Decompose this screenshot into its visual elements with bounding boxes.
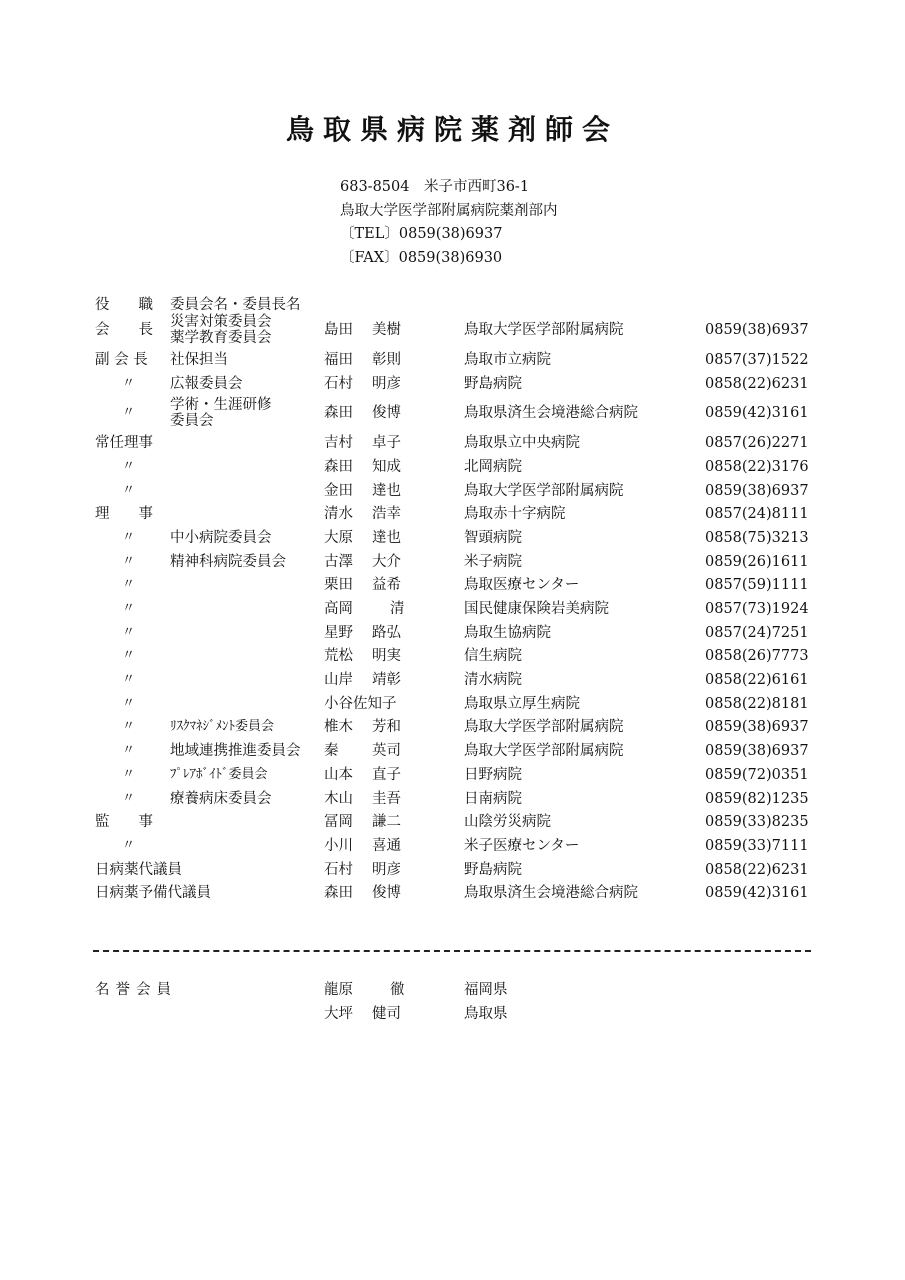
role-label: 理 事: [95, 506, 153, 523]
given-name: 知成: [372, 458, 401, 475]
committee-name: [170, 743, 301, 759]
given-name: 靖彰: [372, 672, 401, 689]
ditto-mark: 〃: [122, 743, 136, 759]
family-name: 石村: [324, 375, 353, 392]
address-block: [340, 176, 558, 270]
ditto-mark: 〃: [122, 577, 136, 593]
phone-number: 0857(24)7251: [705, 624, 809, 641]
table-row: [0, 810, 905, 834]
given-name: 卓子: [372, 435, 401, 452]
table-row: [0, 455, 905, 479]
ditto-mark: 〃: [122, 458, 136, 474]
family-name: 金田: [324, 482, 353, 499]
hospital-name: 鳥取医療センター: [464, 577, 580, 594]
prefecture: 鳥取県: [464, 1006, 508, 1022]
family-name: 栗田: [324, 577, 353, 594]
family-name: 石村: [324, 861, 353, 878]
table-row: [0, 834, 905, 858]
given-name: 健司: [372, 1006, 401, 1022]
hospital-name: 日野病院: [464, 766, 522, 783]
phone-number: 0858(22)6231: [705, 861, 809, 878]
person-name: [324, 672, 414, 688]
ditto-mark: 〃: [122, 695, 136, 711]
person-name: [324, 530, 414, 546]
given-name: 芳和: [372, 719, 401, 736]
phone-number: 0858(22)6161: [705, 672, 809, 689]
phone-number: 0859(42)3161: [705, 405, 809, 422]
table-row: [0, 858, 905, 882]
phone-number: 0859(33)8235: [705, 814, 809, 831]
family-name: 小川: [324, 837, 353, 854]
person-name: [324, 791, 414, 807]
ditto-mark: 〃: [122, 624, 136, 640]
family-name: 森田: [324, 405, 353, 422]
list-item: [0, 1002, 905, 1026]
ditto-mark: 〃: [122, 553, 136, 569]
fax-number: 〔FAX〕0859(38)6930: [340, 249, 503, 266]
person-name: [324, 506, 414, 522]
person-name: [324, 376, 414, 392]
hospital-name: 山陰労災病院: [464, 814, 551, 831]
given-name: 大介: [372, 553, 401, 570]
table-row: [0, 621, 905, 645]
family-name: 秦: [324, 743, 339, 760]
committee-line: 地域連携推進委員会: [170, 743, 301, 760]
table-row: [0, 668, 905, 692]
committee-line: ﾘｽｸﾏﾈｼﾞﾒﾝﾄ委員会: [170, 719, 275, 735]
person-name: [324, 483, 414, 499]
ditto-mark: 〃: [122, 719, 136, 735]
hospital-name: 米子医療センター: [464, 837, 580, 854]
person-name: [324, 1006, 414, 1022]
given-name: 明彦: [372, 861, 401, 878]
ditto-mark: 〃: [122, 601, 136, 617]
family-name: 吉村: [324, 435, 353, 452]
list-item: [0, 978, 905, 1002]
committee-name: [170, 530, 272, 546]
phone-number: 0859(82)1235: [705, 790, 809, 807]
hospital-name: 清水病院: [464, 672, 522, 689]
hospital-name: 鳥取生協病院: [464, 624, 551, 641]
committee-name: [170, 719, 274, 735]
honorary-members: [0, 978, 905, 1026]
hospital-name: 鳥取赤十字病院: [464, 506, 566, 523]
family-name: 清水: [324, 506, 353, 523]
table-row: [0, 348, 905, 372]
phone-number: 0859(38)6937: [705, 322, 809, 338]
family-name: 島田: [324, 322, 353, 338]
ditto-mark: 〃: [122, 837, 136, 853]
person-name: [324, 696, 414, 712]
phone-number: 0859(38)6937: [705, 719, 809, 736]
given-name: 英司: [372, 743, 401, 760]
role-label: 副 会 長: [95, 351, 148, 368]
person-name: [324, 743, 414, 759]
person-name: [324, 648, 414, 664]
person-name: [324, 435, 414, 451]
committee-name: [170, 397, 272, 429]
phone-number: 0857(26)2271: [705, 435, 809, 452]
committee-line: ﾌﾟﾚｱﾎﾞｲﾄﾞ委員会: [170, 766, 268, 782]
given-name: 圭吾: [372, 790, 401, 807]
hospital-name: 野島病院: [464, 375, 522, 392]
table-row: [0, 787, 905, 811]
committee-line: 広報委員会: [170, 375, 243, 392]
dashed-divider: [93, 950, 811, 952]
family-name: 古澤: [324, 553, 353, 570]
given-name: 明彦: [372, 375, 401, 392]
family-name: 大原: [324, 529, 353, 546]
phone-number: 0859(38)6937: [705, 482, 809, 499]
person-name: [324, 767, 414, 783]
given-name: 達也: [372, 529, 401, 546]
hospital-name: 鳥取市立病院: [464, 351, 551, 368]
ditto-mark: 〃: [122, 375, 136, 391]
table-row: [0, 312, 905, 348]
ditto-mark: 〃: [122, 790, 136, 806]
table-row: [0, 526, 905, 550]
role-label: 日病薬予備代議員: [95, 885, 211, 902]
phone-number: 0857(24)8111: [705, 506, 809, 523]
phone-number: 0859(38)6937: [705, 743, 809, 760]
person-name: [324, 625, 414, 641]
hospital-name: 鳥取大学医学部附属病院: [464, 322, 624, 338]
hospital-name: 鳥取大学医学部附属病院: [464, 743, 624, 760]
given-name: 直子: [372, 766, 401, 783]
role-label: 監 事: [95, 814, 153, 831]
ditto-mark: 〃: [122, 672, 136, 688]
table-row: [0, 597, 905, 621]
person-name: [324, 862, 414, 878]
person-name: [324, 554, 414, 570]
column-header-role: 役 職: [95, 297, 153, 313]
family-name: 山本: [324, 766, 353, 783]
person-name: [324, 601, 414, 617]
hospital-name: 鳥取県済生会境港総合病院: [464, 885, 638, 902]
family-name: 椎木: [324, 719, 353, 736]
officer-table: [0, 312, 905, 905]
committee-line: 療養病床委員会: [170, 790, 272, 807]
table-row: [0, 479, 905, 503]
hospital-name: 野島病院: [464, 861, 522, 878]
phone-number: 0858(22)8181: [705, 695, 809, 712]
family-name: 高岡: [324, 601, 353, 618]
committee-name: [170, 314, 272, 346]
family-name: 木山: [324, 790, 353, 807]
hospital-name: 智頭病院: [464, 529, 522, 546]
table-row: [0, 372, 905, 396]
person-name: [324, 405, 414, 421]
given-name: 美樹: [372, 322, 401, 338]
family-name: 大坪: [324, 1006, 353, 1022]
given-name: 俊博: [372, 405, 401, 422]
honorary-title: 名誉会員: [95, 982, 177, 998]
table-row: [0, 692, 905, 716]
hospital-name: 鳥取県済生会境港総合病院: [464, 405, 638, 422]
tel-number: 〔TEL〕0859(38)6937: [340, 226, 503, 242]
hospital-name: 日南病院: [464, 790, 522, 807]
table-row: [0, 502, 905, 526]
ditto-mark: 〃: [122, 529, 136, 545]
phone-number: 0859(33)7111: [705, 837, 809, 854]
given-name: 俊博: [372, 885, 401, 902]
prefecture: 福岡県: [464, 982, 508, 998]
column-header-committee: 委員会名・委員長名: [170, 297, 301, 313]
committee-name: [170, 791, 272, 807]
full-name: 小谷佐知子: [324, 695, 397, 712]
phone-number: 0858(22)6231: [705, 375, 809, 392]
committee-name: [170, 376, 243, 392]
committee-line: 災害対策委員会: [170, 314, 272, 330]
phone-number: 0859(42)3161: [705, 885, 809, 902]
ditto-mark: 〃: [122, 766, 136, 782]
phone-number: 0858(75)3213: [705, 529, 809, 546]
role-label: 常任理事: [95, 435, 153, 452]
person-name: [324, 577, 414, 593]
given-name: 清: [390, 601, 405, 618]
ditto-mark: 〃: [122, 482, 136, 498]
person-name: [324, 352, 414, 368]
given-name: 謙二: [372, 814, 401, 831]
given-name: 路弘: [372, 624, 401, 641]
family-name: 森田: [324, 458, 353, 475]
table-row: [0, 645, 905, 669]
phone-number: 0859(72)0351: [705, 766, 809, 783]
page-title: 鳥取県病院薬剤師会: [285, 113, 619, 146]
person-name: [324, 322, 414, 338]
hospital-name: 鳥取大学医学部附属病院: [464, 482, 624, 499]
phone-number: 0857(37)1522: [705, 351, 809, 368]
ditto-mark: 〃: [122, 648, 136, 664]
phone-number: 0857(73)1924: [705, 601, 809, 618]
table-row: [0, 881, 905, 905]
hospital-name: 鳥取大学医学部附属病院: [464, 719, 624, 736]
given-name: 彰則: [372, 351, 401, 368]
phone-number: 0858(22)3176: [705, 458, 809, 475]
table-row: [0, 550, 905, 574]
person-name: [324, 982, 414, 998]
family-name: 龍原: [324, 982, 353, 998]
table-row: [0, 431, 905, 455]
family-name: 森田: [324, 885, 353, 902]
phone-number: 0859(26)1611: [705, 553, 809, 570]
person-name: [324, 814, 414, 830]
committee-line: 学術・生涯研修: [170, 397, 272, 414]
given-name: 徹: [390, 982, 405, 998]
person-name: [324, 719, 414, 735]
table-row: [0, 716, 905, 740]
given-name: 達也: [372, 482, 401, 499]
ditto-mark: 〃: [122, 405, 136, 421]
committee-line: 薬学教育委員会: [170, 330, 272, 346]
given-name: 益希: [372, 577, 401, 594]
committee-line: 社保担当: [170, 351, 228, 368]
family-name: 星野: [324, 624, 353, 641]
committee-line: 精神科病院委員会: [170, 553, 286, 570]
family-name: 福田: [324, 351, 353, 368]
committee-line: 委員会: [170, 413, 214, 430]
role-label: 会 長: [95, 322, 153, 338]
family-name: 冨岡: [324, 814, 353, 831]
hospital-name: 国民健康保険岩美病院: [464, 601, 609, 618]
given-name: 喜通: [372, 837, 401, 854]
phone-number: 0858(26)7773: [705, 648, 809, 665]
committee-line: 中小病院委員会: [170, 529, 272, 546]
postal-address: 683-8504 米子市西町36-1: [340, 179, 530, 195]
role-label: 日病薬代議員: [95, 861, 182, 878]
hospital-name: 米子病院: [464, 553, 522, 570]
table-row: [0, 763, 905, 787]
hospital-name: 信生病院: [464, 648, 522, 665]
person-name: [324, 838, 414, 854]
committee-name: [170, 352, 228, 368]
family-name: 荒松: [324, 648, 353, 665]
hospital-name: 鳥取県立厚生病院: [464, 695, 580, 712]
person-name: [324, 885, 414, 901]
committee-name: [170, 767, 268, 783]
person-name: [324, 459, 414, 475]
hospital-name: 北岡病院: [464, 458, 522, 475]
given-name: 明実: [372, 648, 401, 665]
table-row: [0, 739, 905, 763]
committee-name: [170, 554, 286, 570]
table-row: [0, 574, 905, 598]
hospital-name: 鳥取県立中央病院: [464, 435, 580, 452]
table-row: [0, 395, 905, 431]
given-name: 浩幸: [372, 506, 401, 523]
office-location: 鳥取大学医学部附属病院薬剤部内: [340, 202, 558, 219]
family-name: 山岸: [324, 672, 353, 689]
phone-number: 0857(59)1111: [705, 577, 809, 594]
